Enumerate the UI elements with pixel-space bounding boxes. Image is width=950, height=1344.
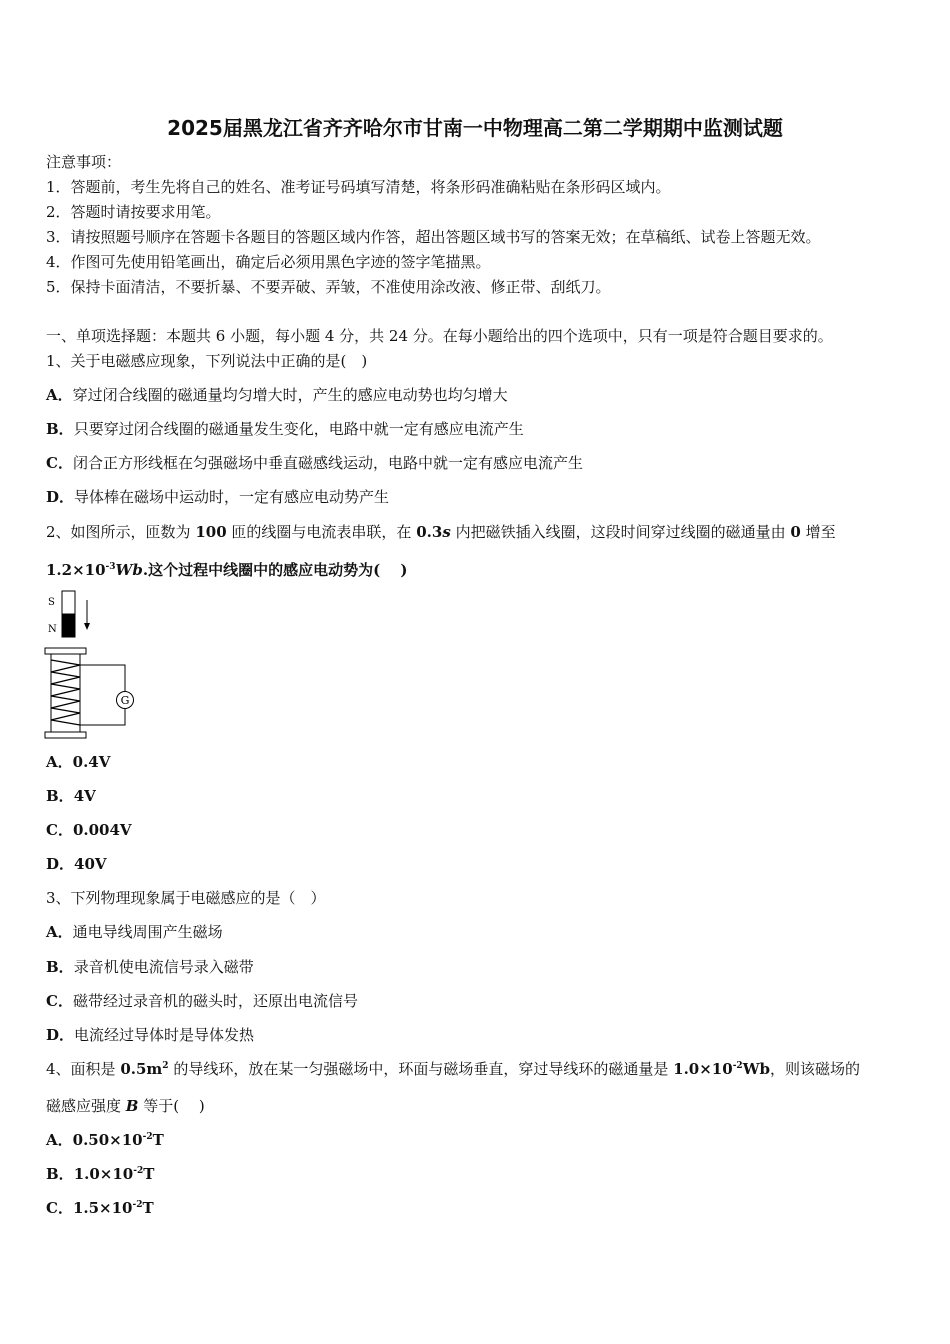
option-text: 0.004V bbox=[72, 821, 132, 839]
question-3-option-a[interactable] bbox=[46, 922, 223, 942]
option-letter: B． bbox=[46, 420, 74, 438]
question-3-option-d[interactable] bbox=[46, 1025, 254, 1045]
option-text: 磁带经过录音机的磁头时，还原出电流信号 bbox=[72, 992, 358, 1010]
option-text: 4V bbox=[73, 787, 96, 805]
time-value: 0.3s bbox=[416, 523, 451, 541]
stem-text: 匝的线圈与电流表串联，在 bbox=[231, 523, 412, 541]
flux-start-value: 0 bbox=[790, 523, 801, 541]
stem-text: 增至 bbox=[805, 523, 836, 541]
question-2-stem-line-1 bbox=[46, 522, 836, 542]
option-text: 导体棒在磁场中运动时，一定有感应电动势产生 bbox=[74, 488, 390, 506]
question-1-option-b[interactable] bbox=[46, 419, 524, 439]
magnet-coil-galvanometer-figure bbox=[40, 590, 150, 742]
question-1-option-c[interactable] bbox=[46, 453, 583, 473]
option-text: 只要穿过闭合线圈的磁通量发生变化，电路中就一定有感应电流产生 bbox=[73, 420, 524, 438]
stem-text: 内把磁铁插入线圈，这段时间穿过线圈的磁通量由 bbox=[455, 523, 786, 541]
option-letter: A． bbox=[46, 386, 73, 404]
coil-bottom-plate bbox=[45, 732, 86, 738]
option-text: 穿过闭合线圈的磁通量均匀增大时，产生的感应电动势也均匀增大 bbox=[72, 386, 508, 404]
stem-text: 等于( ) bbox=[143, 1097, 205, 1115]
question-4-option-c[interactable] bbox=[46, 1198, 154, 1218]
notice-item: 3．请按照题号顺序在答题卡各题目的答题区域内作答，超出答题区域书写的答案无效；在草稿纸、试卷上答题无效。 bbox=[46, 228, 821, 246]
stem-text: 2、如图所示，匝数为 bbox=[46, 523, 191, 541]
option-letter: C． bbox=[46, 992, 73, 1010]
question-4-stem-line-2 bbox=[46, 1096, 205, 1116]
option-letter: D． bbox=[46, 855, 75, 873]
coil-winding bbox=[51, 660, 80, 725]
down-arrow-icon bbox=[84, 600, 90, 630]
question-3-option-c[interactable] bbox=[46, 991, 358, 1011]
notice-item: 1．答题前，考生先将自己的姓名、准考证号码填写清楚，将条形码准确粘贴在条形码区域内。 bbox=[46, 178, 671, 196]
document-title: 2025届黑龙江省齐齐哈尔市甘南一中物理高二第二学期期中监测试题 bbox=[167, 116, 783, 140]
section-heading: 一、单项选择题：本题共 6 小题，每小题 4 分，共 24 分。在每小题给出的四个选项中，只有一项是符合题目要求的。 bbox=[46, 327, 833, 345]
option-letter: D． bbox=[46, 488, 75, 506]
option-letter: B． bbox=[46, 958, 74, 976]
option-value: $1.0\times 10^{-2}T$ bbox=[73, 1165, 155, 1183]
question-3-stem: 3、下列物理现象属于电磁感应的是（ ） bbox=[46, 889, 326, 907]
question-1-stem: 1、关于电磁感应现象，下列说法中正确的是( ) bbox=[46, 352, 368, 370]
option-text: 电流经过导体时是导体发热 bbox=[74, 1026, 255, 1044]
notice-heading: 注意事项： bbox=[46, 153, 122, 171]
option-letter: B． bbox=[46, 787, 74, 805]
stem-text: 的导线环，放在某一匀强磁场中，环面与磁场垂直，穿过导线环的磁通量是 bbox=[173, 1060, 669, 1078]
option-letter: B． bbox=[46, 1165, 74, 1183]
variable-b: B bbox=[125, 1097, 139, 1115]
question-1-option-a[interactable] bbox=[46, 385, 508, 405]
coil-top-plate bbox=[45, 648, 86, 654]
question-2-option-d[interactable] bbox=[46, 854, 107, 874]
question-4-option-a[interactable] bbox=[46, 1130, 164, 1150]
stem-text: 4、面积是 bbox=[46, 1060, 116, 1078]
stem-text: ，则该磁场的 bbox=[770, 1060, 861, 1078]
option-letter: C． bbox=[46, 1199, 73, 1217]
notice-item: 5．保持卡面清洁，不要折暴、不要弄破、弄皱，不准使用涂改液、修正带、刮纸刀。 bbox=[46, 278, 611, 296]
option-value: $1.5\times 10^{-2}T$ bbox=[72, 1199, 154, 1217]
option-letter: C． bbox=[46, 454, 73, 472]
question-3-option-b[interactable] bbox=[46, 957, 254, 977]
option-text: 录音机使电流信号录入磁带 bbox=[73, 958, 254, 976]
magnet-s-label: S bbox=[48, 597, 55, 608]
question-2-option-c[interactable] bbox=[46, 820, 132, 840]
notice-item: 4．作图可先使用铅笔画出，确定后必须用黑色字迹的签字笔描黑。 bbox=[46, 253, 491, 271]
option-letter: A． bbox=[46, 923, 73, 941]
magnet-north-pole bbox=[62, 614, 75, 637]
wire-bottom bbox=[80, 709, 125, 725]
option-letter: A． bbox=[46, 753, 73, 771]
notice-item: 2．答题时请按要求用笔。 bbox=[46, 203, 221, 221]
flux-end-value: $1.2\times 10^{-3}Wb$ bbox=[46, 561, 143, 579]
option-letter: D． bbox=[46, 1026, 75, 1044]
stem-text: 磁感应强度 bbox=[46, 1097, 122, 1115]
magnet-n-label: N bbox=[48, 624, 57, 635]
magnet-south-pole bbox=[62, 591, 75, 614]
question-2-stem-line-2 bbox=[46, 560, 408, 580]
option-text: 0.4V bbox=[72, 753, 111, 771]
option-text: 40V bbox=[74, 855, 107, 873]
flux-value: $1.0\times 10^{-2}Wb$ bbox=[673, 1060, 771, 1078]
question-2-option-a[interactable] bbox=[46, 752, 110, 772]
option-text: 通电导线周围产生磁场 bbox=[72, 923, 223, 941]
question-4-stem-line-1 bbox=[46, 1059, 860, 1079]
option-letter: C． bbox=[46, 821, 73, 839]
wire-top bbox=[80, 665, 125, 691]
stem-text: .这个过程中线圈中的感应电动势为( ) bbox=[142, 561, 408, 579]
option-text: 闭合正方形线框在匀强磁场中垂直磁感线运动，电路中就一定有感应电流产生 bbox=[72, 454, 583, 472]
question-1-option-d[interactable] bbox=[46, 487, 389, 507]
question-4-option-b[interactable] bbox=[46, 1164, 154, 1184]
question-2-option-b[interactable] bbox=[46, 786, 96, 806]
option-letter: A． bbox=[46, 1131, 73, 1149]
option-value: $0.50\times 10^{-2}T$ bbox=[72, 1131, 164, 1149]
area-value: $0.5m^2$ bbox=[120, 1060, 169, 1078]
galvanometer-label: G bbox=[120, 694, 130, 707]
turns-value: 100 bbox=[195, 523, 227, 541]
